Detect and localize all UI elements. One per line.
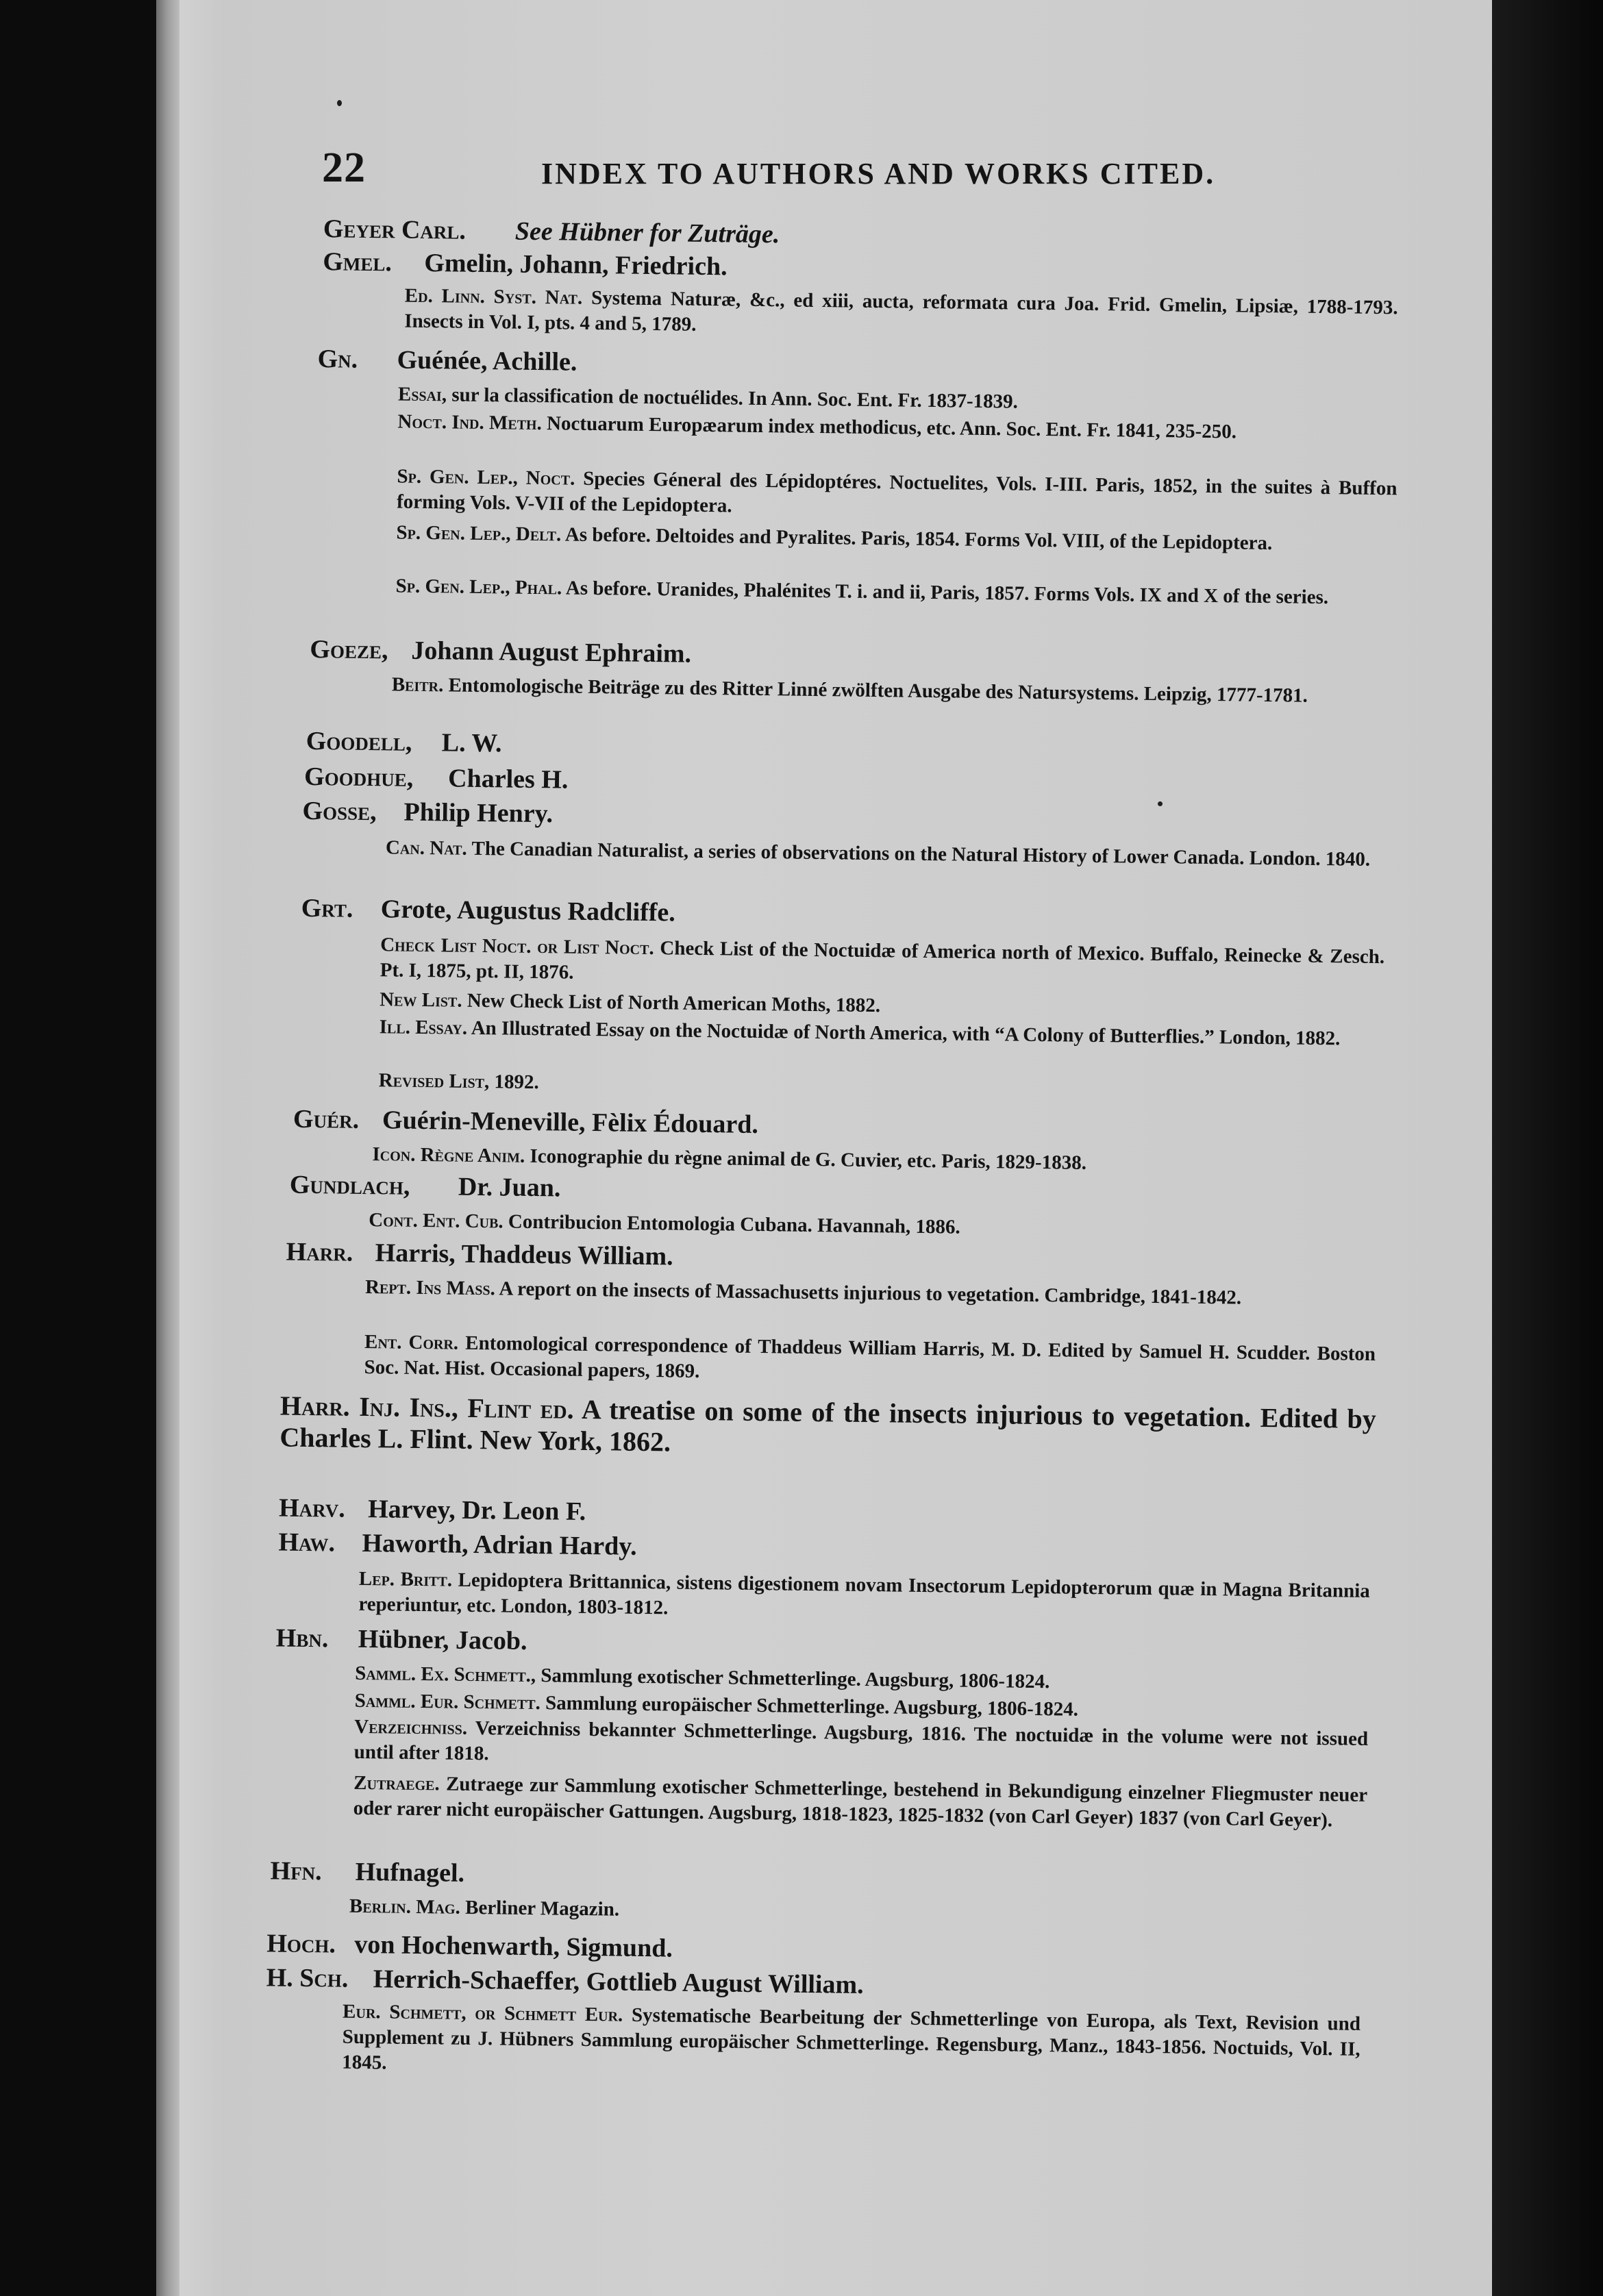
work-citation bbox=[364, 1330, 1376, 1393]
author-abbreviation: Goeze, bbox=[310, 634, 388, 665]
author-abbreviation: Harr. Inj. Ins., Flint ed. bbox=[279, 1390, 574, 1425]
work-citation bbox=[386, 835, 1386, 873]
work-citation bbox=[342, 1999, 1360, 2088]
author-abbreviation: Hfn. bbox=[270, 1856, 322, 1886]
author-abbreviation: Hbn. bbox=[275, 1623, 329, 1654]
author-name: See Hübner for Zuträge. bbox=[514, 216, 780, 249]
work-description: sur la classification de noctuélides. In Ann. Soc. Ent. Fr. 1837-1839. bbox=[451, 384, 1019, 413]
work-description: As before. Uranides, Phalénites T. i. and ii, Paris, 1857. Forms Vols. IX and X of the series. bbox=[565, 577, 1329, 609]
work-description: 1892. bbox=[494, 1071, 539, 1094]
author-name: Hufnagel. bbox=[355, 1857, 465, 1888]
work-abbreviation: Samml. Eur. Schmett. bbox=[354, 1689, 541, 1714]
work-citation bbox=[380, 932, 1385, 995]
work-description: Systematische Bearbeitung der Schmetterlinge von Europa, als Text, Revision und Supplement zu J. Hübners Sammlung europäischer Schmetterlinge. Regensburg, Manz., 1843-1856. Noctuids, Vol. II, 1845. bbox=[342, 2004, 1361, 2074]
author-abbreviation: Gmel. bbox=[323, 247, 393, 277]
author-abbreviation: Gundlach, bbox=[289, 1170, 410, 1201]
work-citation bbox=[397, 464, 1397, 527]
work-citation bbox=[404, 284, 1398, 347]
work-abbreviation: Noct. Ind. Meth. bbox=[397, 410, 543, 435]
work-description: Sammlung europäischer Schmetterlinge. Augsburg, 1806-1824. bbox=[545, 1692, 1079, 1721]
work-abbreviation: Ent. Corr. bbox=[364, 1331, 459, 1354]
work-abbreviation: Verzeichniss. bbox=[354, 1715, 468, 1739]
author-name: Dr. Juan. bbox=[458, 1172, 561, 1203]
work-abbreviation: Samml. Ex. Schmett., bbox=[354, 1662, 536, 1687]
work-description: Check List of the Noctuidæ of America north of Mexico. Buffalo, Reinecke & Zesch. Pt. I, 1875, pt. II, 1876. bbox=[380, 937, 1385, 984]
author-abbreviation: Haw. bbox=[278, 1527, 336, 1558]
author-abbreviation: Harv. bbox=[278, 1493, 345, 1523]
work-abbreviation: Beitr. bbox=[391, 673, 444, 697]
work-description: As before. Deltoides and Pyralites. Paris, 1854. Forms Vol. VIII, of the Lepidoptera. bbox=[564, 523, 1273, 555]
work-abbreviation: Rept. Ins Mass. bbox=[364, 1276, 496, 1300]
author-abbreviation: Goodell, bbox=[306, 726, 412, 757]
author-abbreviation: Harr. bbox=[286, 1237, 353, 1267]
author-name: Johann August Ephraim. bbox=[411, 636, 692, 669]
author-abbreviation: Goodhue, bbox=[303, 762, 414, 793]
work-description: Species Géneral des Lépidoptéres. Noctuelites, Vols. I-III. Paris, 1852, in the suites à Buffon forming Vols. V-VII of the Lepidoptera. bbox=[396, 467, 1397, 517]
work-citation bbox=[353, 1771, 1368, 1834]
author-name: Grote, Augustus Radcliffe. bbox=[380, 895, 676, 927]
work-abbreviation: Sp. Gen. Lep., Phal. bbox=[395, 575, 562, 599]
work-description: Sammlung exotischer Schmetterlinge. Augsburg, 1806-1824. bbox=[540, 1664, 1050, 1693]
work-abbreviation: Ill. Essay. bbox=[379, 1016, 468, 1039]
work-description: New Check List of North American Moths, 1882. bbox=[467, 989, 881, 1017]
author-name: Guénée, Achille. bbox=[397, 345, 577, 377]
work-citation bbox=[395, 573, 1395, 611]
work-abbreviation: New List. bbox=[380, 988, 462, 1012]
work-description: Verzeichniss bekannter Schmetterlinge. Augsburg, 1816. The noctuidæ in the volume were not issued until after 1818. bbox=[353, 1717, 1369, 1765]
author-abbreviation: H. Sch. bbox=[266, 1963, 349, 1993]
work-citation bbox=[379, 1068, 1383, 1106]
author-name: Charles H. bbox=[447, 764, 569, 795]
author-name: Harvey, Dr. Leon F. bbox=[367, 1495, 586, 1526]
work-abbreviation: Check List Noct. or List Noct. bbox=[380, 934, 654, 960]
work-abbreviation: Zutraege. bbox=[353, 1771, 440, 1795]
page-number: 22 bbox=[322, 145, 366, 191]
work-description: Noctuarum Europæarum index methodicus, etc. Ann. Soc. Ent. Fr. 1841, 235-250. bbox=[546, 412, 1237, 443]
author-name: Harris, Thaddeus William. bbox=[375, 1238, 673, 1271]
work-description: Zutraege zur Sammlung exotischer Schmetterlinge, bestehend in Bekundigung einzelner Fliegmuster neuer oder rarer nicht europäischer Gattungen. Augsburg, 1818-1823, 1825-1832 (von Carl Geyer) 1837 (von Carl Geyer). bbox=[353, 1773, 1368, 1832]
author-abbreviation: Gn. bbox=[317, 345, 358, 374]
running-head: INDEX TO AUTHORS AND WORKS CITED. bbox=[541, 157, 1216, 190]
author-abbreviation: Guér. bbox=[293, 1104, 360, 1134]
work-description: Entomologische Beiträge zu des Ritter Linné zwölften Ausgabe des Natursystems. Leipzig, 1777-1781. bbox=[448, 674, 1308, 707]
work-abbreviation: Can. Nat. bbox=[385, 836, 467, 860]
author-name: Philip Henry. bbox=[403, 797, 554, 829]
work-description: Berliner Magazin. bbox=[464, 1896, 620, 1921]
work-abbreviation: Essai, bbox=[397, 383, 447, 406]
author-name: Hübner, Jacob. bbox=[358, 1624, 527, 1656]
work-abbreviation: Eur. Schmett, or Schmett Eur. bbox=[342, 2000, 623, 2026]
work-abbreviation: Lep. Britt. bbox=[358, 1567, 453, 1591]
work-description: Iconographie du règne animal de G. Cuvier, etc. Paris, 1829-1838. bbox=[530, 1145, 1087, 1174]
work-description: An Illustrated Essay on the Noctuidæ of North America, with “A Colony of Butterflies.” London, 1882. bbox=[471, 1016, 1341, 1050]
work-abbreviation: Cont. Ent. Cub. bbox=[369, 1209, 504, 1233]
work-citation bbox=[365, 1275, 1376, 1312]
author-abbreviation: Hoch. bbox=[266, 1929, 336, 1959]
work-citation bbox=[349, 1894, 1363, 1932]
author-name: Guérin-Meneville, Fèlix Édouard. bbox=[382, 1106, 759, 1139]
author-abbreviation: Gosse, bbox=[302, 796, 377, 827]
work-description: The Canadian Naturalist, a series of observations on the Natural History of Lower Canada. London. 1840. bbox=[471, 837, 1371, 871]
author-name: Gmelin, Johann, Friedrich. bbox=[424, 248, 728, 282]
author-name: Herrich-Schaeffer, Gottlieb August William. bbox=[373, 1964, 864, 1999]
author-name: L. W. bbox=[441, 728, 502, 758]
work-description: Entomological correspondence of Thaddeus William Harris, M. D. Edited by Samuel H. Scudder. Boston Soc. Nat. Hist. Occasional papers, 1869. bbox=[364, 1332, 1376, 1382]
author-name: von Hochenwarth, Sigmund. bbox=[354, 1930, 673, 1963]
work-description: Contribucion Entomologia Cubana. Havannah, 1886. bbox=[508, 1210, 960, 1238]
work-citation bbox=[392, 672, 1392, 710]
work-description: Systema Naturæ, &c., ed xiii, aucta, reformata cura Joa. Frid. Gmelin, Lipsiæ, 1788-1793. Insects in Vol. I, pts. 4 and 5, 1789. bbox=[404, 286, 1398, 336]
index-entry bbox=[279, 1390, 1376, 1467]
author-name: Haworth, Adrian Hardy. bbox=[362, 1528, 637, 1561]
work-description: Lepidoptera Brittannica, sistens digestionem novam Insectorum Lepidopterorum quæ in Magna Britannia reperiuntur, etc. London, 1803-1812. bbox=[358, 1569, 1370, 1619]
work-citation bbox=[358, 1567, 1370, 1630]
work-abbreviation: Berlin. Mag. bbox=[349, 1895, 461, 1919]
work-citation bbox=[396, 520, 1396, 558]
work-abbreviation: Icon. Règne Anim. bbox=[372, 1143, 525, 1167]
work-abbreviation: Sp. Gen. Lep., Delt. bbox=[396, 521, 562, 546]
work-description: A report on the insects of Massachusetts injurious to vegetation. Cambridge, 1841-1842. bbox=[499, 1277, 1242, 1309]
work-abbreviation: Ed. Linn. Syst. Nat. bbox=[404, 284, 583, 309]
author-abbreviation: Grt. bbox=[301, 893, 353, 923]
work-abbreviation: Sp. Gen. Lep., Noct. bbox=[397, 465, 575, 490]
author-name: A treatise on some of the insects injurious to vegetation. Edited by Charles L. Flint. New York, 1862. bbox=[279, 1393, 1377, 1458]
work-abbreviation: Revised List, bbox=[378, 1069, 490, 1093]
author-abbreviation: Geyer Carl. bbox=[323, 214, 467, 245]
